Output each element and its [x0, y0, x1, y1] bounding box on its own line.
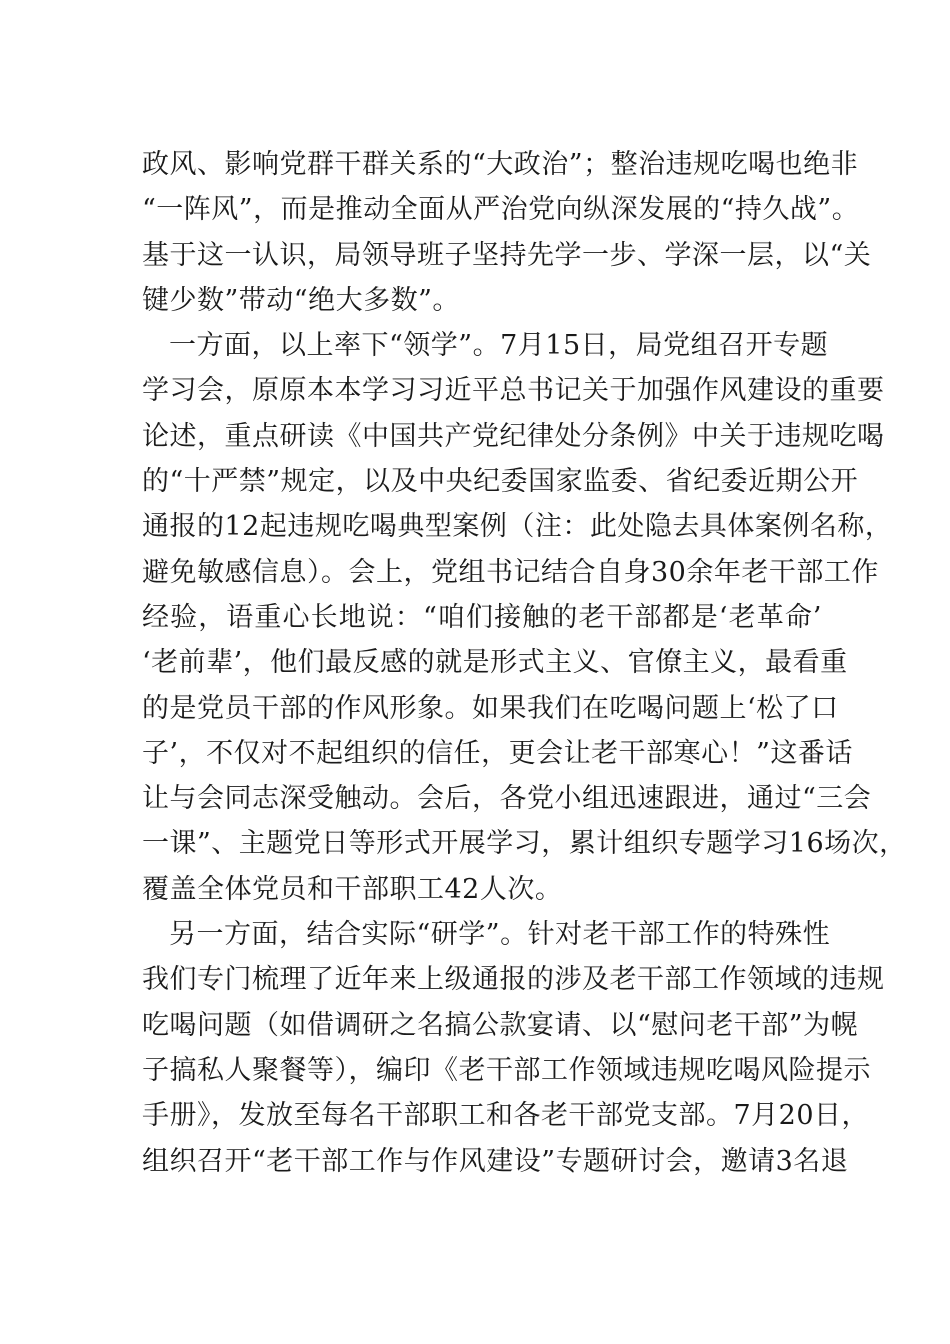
text-line: 让与会同志深受触动。会后，各党小组迅速跟进，通过“三会 — [142, 783, 872, 815]
text-line: 吃喝问题（如借调研之名搞公款宴请、以“慰问老干部”为幌 — [142, 1009, 859, 1041]
text-line: 学习会，原原本本学习习近平总书记关于加强作风建设的重要 — [142, 375, 885, 407]
text-line: ‘老前辈’，他们最反感的就是形式主义、官僚主义，最看重 — [142, 647, 848, 679]
text-line: 一方面，以上率下“领学”。7月15日，局党组召开专题 — [169, 330, 829, 362]
text-line: 覆盖全体党员和干部职工42人次。 — [142, 873, 563, 905]
text-line: 手册》，发放至每名干部职工和各老干部党支部。7月20日， — [142, 1100, 870, 1132]
body-text — [142, 142, 907, 1184]
text-line: “一阵风”，而是推动全面从严治党向纵深发展的“持久战”。 — [142, 194, 860, 226]
text-line: 政风、影响党群干群关系的“大政治”；整治违规吃喝也绝非 — [142, 149, 859, 180]
text-line: 基于这一认识，局领导班子坚持先学一步、学深一层，以“关 — [142, 239, 872, 271]
text-line: 避免敏感信息）。会上，党组书记结合自身30余年老干部工作 — [142, 556, 879, 588]
text-line: 通报的12起违规吃喝典型案例（注：此处隐去具体案例名称， — [142, 511, 893, 543]
text-line: 子搞私人聚餐等），编印《老干部工作领域违规吃喝风险提示 — [142, 1054, 871, 1086]
text-line: 经验，语重心长地说：“咱们接触的老干部都是‘老革命’ — [142, 601, 822, 633]
text-line: 组织召开“老干部工作与作风建设”专题研讨会，邀请3名退 — [142, 1145, 849, 1177]
text-line: 的是党员干部的作风形象。如果我们在吃喝问题上‘松了口 — [142, 692, 839, 724]
paragraph-3 — [142, 912, 885, 1184]
text-line: 我们专门梳理了近年来上级通报的涉及老干部工作领域的违规 — [142, 964, 885, 996]
paragraph-2 — [142, 323, 907, 912]
text-line: 另一方面，结合实际“研学”。针对老干部工作的特殊性 — [169, 919, 831, 951]
text-line: 子’，不仅对不起组织的信任，更会让老干部寒心！”这番话 — [142, 737, 853, 769]
text-line: 一课”、主题党日等形式开展学习，累计组织专题学习16场次， — [142, 828, 907, 860]
text-line: 论述，重点研读《中国共产党纪律处分条例》中关于违规吃喝 — [142, 420, 885, 452]
text-line: 键少数”带动“绝大多数”。 — [142, 284, 460, 316]
text-line: 的“十严禁”规定，以及中央纪委国家监委、省纪委近期公开 — [142, 466, 859, 498]
paragraph-1 — [142, 142, 872, 323]
